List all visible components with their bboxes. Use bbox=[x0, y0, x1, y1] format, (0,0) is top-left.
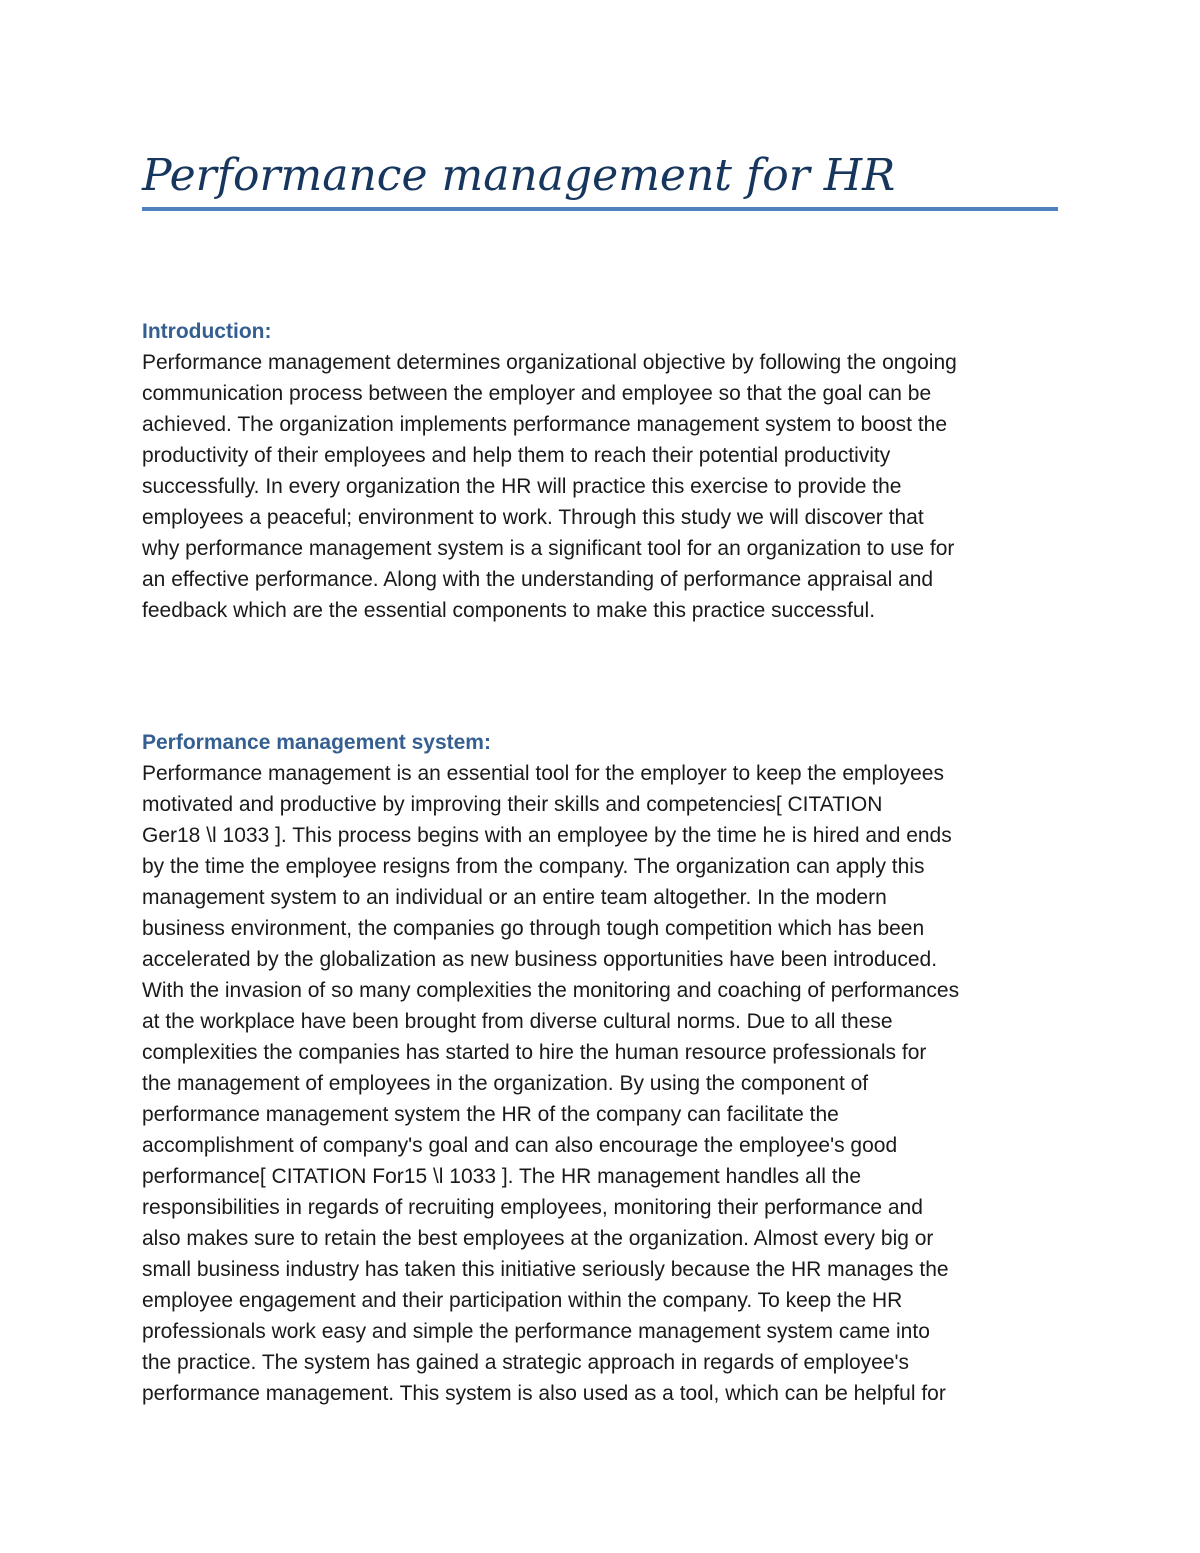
section-body-performance-management-system bbox=[142, 758, 1072, 1409]
body-line: productivity of their employees and help them to reach their potential productivity bbox=[142, 444, 891, 467]
page-title: Performance management for HR bbox=[142, 150, 896, 201]
body-line: motivated and productive by improving their skills and competencies[ CITATION bbox=[142, 793, 883, 816]
section-body-introduction bbox=[142, 347, 1072, 626]
body-line: With the invasion of so many complexities the monitoring and coaching of performances bbox=[142, 979, 960, 1002]
body-line: an effective performance. Along with the understanding of performance appraisal and bbox=[142, 568, 934, 591]
body-line: complexities the companies has started to hire the human resource professionals for bbox=[142, 1041, 927, 1064]
body-line: professionals work easy and simple the performance management system came into bbox=[142, 1320, 930, 1343]
title-underline bbox=[142, 207, 1058, 211]
body-line: responsibilities in regards of recruiting employees, monitoring their performance and bbox=[142, 1196, 923, 1219]
body-line: employees a peaceful; environment to work. Through this study we will discover that bbox=[142, 506, 924, 529]
body-line: at the workplace have been brought from diverse cultural norms. Due to all these bbox=[142, 1010, 893, 1033]
section-performance-management-system bbox=[142, 727, 1072, 1409]
body-line: achieved. The organization implements performance management system to boost the bbox=[142, 413, 948, 436]
body-line: management system to an individual or an entire team altogether. In the modern bbox=[142, 886, 887, 909]
body-line: communication process between the employer and employee so that the goal can be bbox=[142, 382, 932, 405]
body-line: the practice. The system has gained a strategic approach in regards of employee's bbox=[142, 1351, 910, 1374]
body-line: Performance management determines organizational objective by following the ongoing bbox=[142, 351, 957, 374]
body-line: small business industry has taken this initiative seriously because the HR manages the bbox=[142, 1258, 949, 1281]
body-line: performance management. This system is also used as a tool, which can be helpful for bbox=[142, 1382, 946, 1405]
body-line: why performance management system is a significant tool for an organization to use for bbox=[142, 537, 955, 560]
body-line: feedback which are the essential components to make this practice successful. bbox=[142, 599, 876, 622]
section-heading-performance-management-system: Performance management system: bbox=[142, 731, 491, 754]
section-introduction bbox=[142, 316, 1072, 626]
body-line: performance[ CITATION For15 \l 1033 ]. The HR management handles all the bbox=[142, 1165, 862, 1188]
body-line: successfully. In every organization the HR will practice this exercise to provide the bbox=[142, 475, 902, 498]
body-line: Performance management is an essential tool for the employer to keep the employees bbox=[142, 762, 944, 785]
body-line: employee engagement and their participation within the company. To keep the HR bbox=[142, 1289, 903, 1312]
body-line: Ger18 \l 1033 ]. This process begins with an employee by the time he is hired and ends bbox=[142, 824, 952, 847]
body-line: by the time the employee resigns from the company. The organization can apply this bbox=[142, 855, 925, 878]
section-heading-introduction: Introduction: bbox=[142, 320, 272, 343]
body-line: the management of employees in the organization. By using the component of bbox=[142, 1072, 869, 1095]
body-line: performance management system the HR of the company can facilitate the bbox=[142, 1103, 839, 1126]
body-line: accomplishment of company's goal and can also encourage the employee's good bbox=[142, 1134, 898, 1157]
body-line: also makes sure to retain the best employees at the organization. Almost every big or bbox=[142, 1227, 934, 1250]
body-line: business environment, the companies go through tough competition which has been bbox=[142, 917, 925, 940]
body-line: accelerated by the globalization as new business opportunities have been introduced. bbox=[142, 948, 938, 971]
